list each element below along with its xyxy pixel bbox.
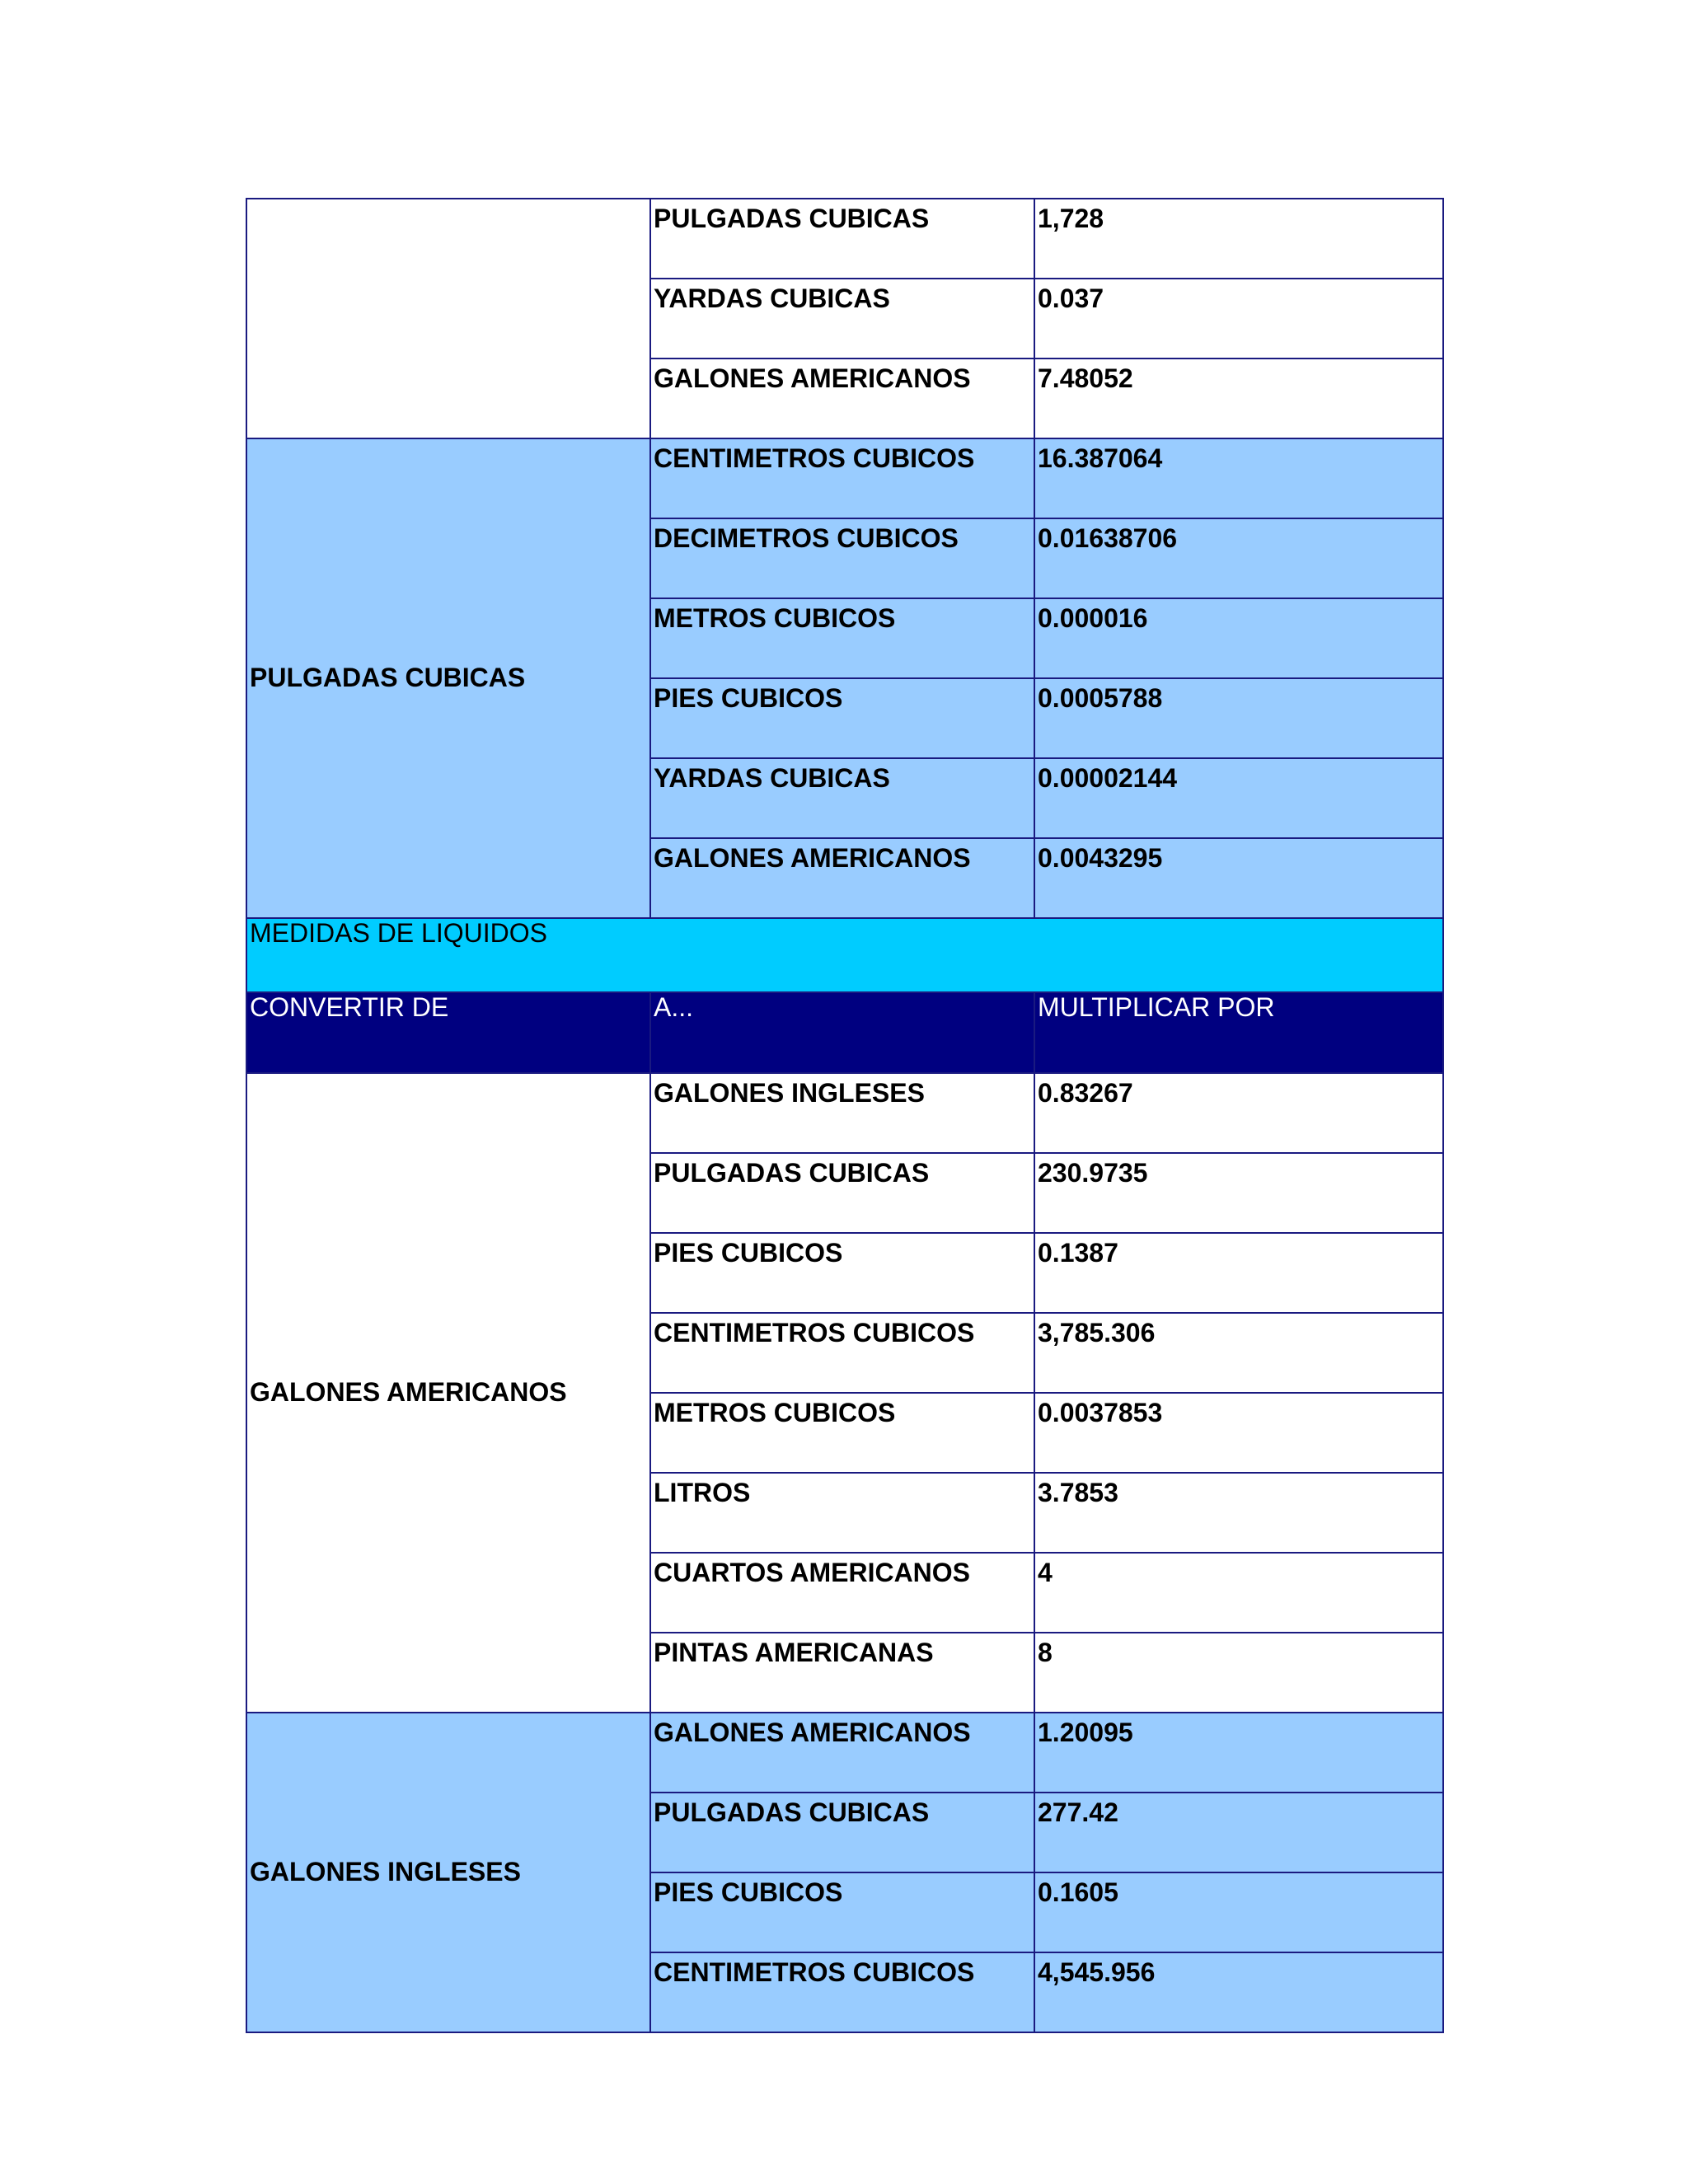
convert-to-cell: PINTAS AMERICANAS xyxy=(650,1633,1034,1713)
convert-to-cell: GALONES AMERICANOS xyxy=(650,359,1034,438)
convert-to-cell: CENTIMETROS CUBICOS xyxy=(650,1952,1034,2032)
convert-to-cell: YARDAS CUBICAS xyxy=(650,279,1034,359)
table-row xyxy=(246,199,1443,279)
multiply-by-cell: 8 xyxy=(1034,1633,1443,1713)
multiply-by-cell: 1,728 xyxy=(1034,199,1443,279)
table-row xyxy=(246,1073,1443,1153)
multiply-by-cell: 0.1387 xyxy=(1034,1233,1443,1313)
convert-to-cell: PULGADAS CUBICAS xyxy=(650,1153,1034,1233)
multiply-by-cell: 0.037 xyxy=(1034,279,1443,359)
multiply-by-cell: 0.83267 xyxy=(1034,1073,1443,1153)
multiply-by-cell: 3,785.306 xyxy=(1034,1313,1443,1393)
convert-from-cell: PULGADAS CUBICAS xyxy=(246,438,650,918)
convert-to-cell: PIES CUBICOS xyxy=(650,678,1034,758)
multiply-by-cell: 4 xyxy=(1034,1553,1443,1633)
convert-to-cell: PIES CUBICOS xyxy=(650,1233,1034,1313)
multiply-by-cell: 230.9735 xyxy=(1034,1153,1443,1233)
multiply-by-cell: 0.0043295 xyxy=(1034,838,1443,918)
multiply-by-cell: 0.0005788 xyxy=(1034,678,1443,758)
header-convert-from: CONVERTIR DE xyxy=(246,992,650,1073)
conversion-table xyxy=(246,198,1444,2033)
multiply-by-cell: 4,545.956 xyxy=(1034,1952,1443,2032)
section-title: MEDIDAS DE LIQUIDOS xyxy=(246,918,1443,992)
multiply-by-cell: 0.0037853 xyxy=(1034,1393,1443,1473)
convert-to-cell: CENTIMETROS CUBICOS xyxy=(650,1313,1034,1393)
multiply-by-cell: 16.387064 xyxy=(1034,438,1443,518)
convert-from-cell: GALONES AMERICANOS xyxy=(246,1073,650,1713)
column-header-row xyxy=(246,992,1443,1073)
convert-to-cell: PULGADAS CUBICAS xyxy=(650,199,1034,279)
table-row xyxy=(246,438,1443,518)
multiply-by-cell: 0.1605 xyxy=(1034,1872,1443,1952)
convert-to-cell: CUARTOS AMERICANOS xyxy=(650,1553,1034,1633)
convert-from-cell: GALONES INGLESES xyxy=(246,1713,650,2032)
convert-to-cell: DECIMETROS CUBICOS xyxy=(650,518,1034,598)
convert-to-cell: LITROS xyxy=(650,1473,1034,1553)
conversion-table-body xyxy=(246,199,1443,2032)
convert-to-cell: METROS CUBICOS xyxy=(650,1393,1034,1473)
table-row xyxy=(246,1713,1443,1793)
convert-to-cell: PIES CUBICOS xyxy=(650,1872,1034,1952)
multiply-by-cell: 1.20095 xyxy=(1034,1713,1443,1793)
convert-to-cell: YARDAS CUBICAS xyxy=(650,758,1034,838)
multiply-by-cell: 0.01638706 xyxy=(1034,518,1443,598)
header-multiply-by: MULTIPLICAR POR xyxy=(1034,992,1443,1073)
convert-to-cell: METROS CUBICOS xyxy=(650,598,1034,678)
convert-to-cell: PULGADAS CUBICAS xyxy=(650,1793,1034,1872)
convert-to-cell: CENTIMETROS CUBICOS xyxy=(650,438,1034,518)
convert-to-cell: GALONES INGLESES xyxy=(650,1073,1034,1153)
convert-from-cell xyxy=(246,199,650,438)
multiply-by-cell: 277.42 xyxy=(1034,1793,1443,1872)
multiply-by-cell: 0.000016 xyxy=(1034,598,1443,678)
multiply-by-cell: 3.7853 xyxy=(1034,1473,1443,1553)
section-title-row xyxy=(246,918,1443,992)
header-convert-to: A... xyxy=(650,992,1034,1073)
convert-to-cell: GALONES AMERICANOS xyxy=(650,1713,1034,1793)
multiply-by-cell: 0.00002144 xyxy=(1034,758,1443,838)
convert-to-cell: GALONES AMERICANOS xyxy=(650,838,1034,918)
multiply-by-cell: 7.48052 xyxy=(1034,359,1443,438)
